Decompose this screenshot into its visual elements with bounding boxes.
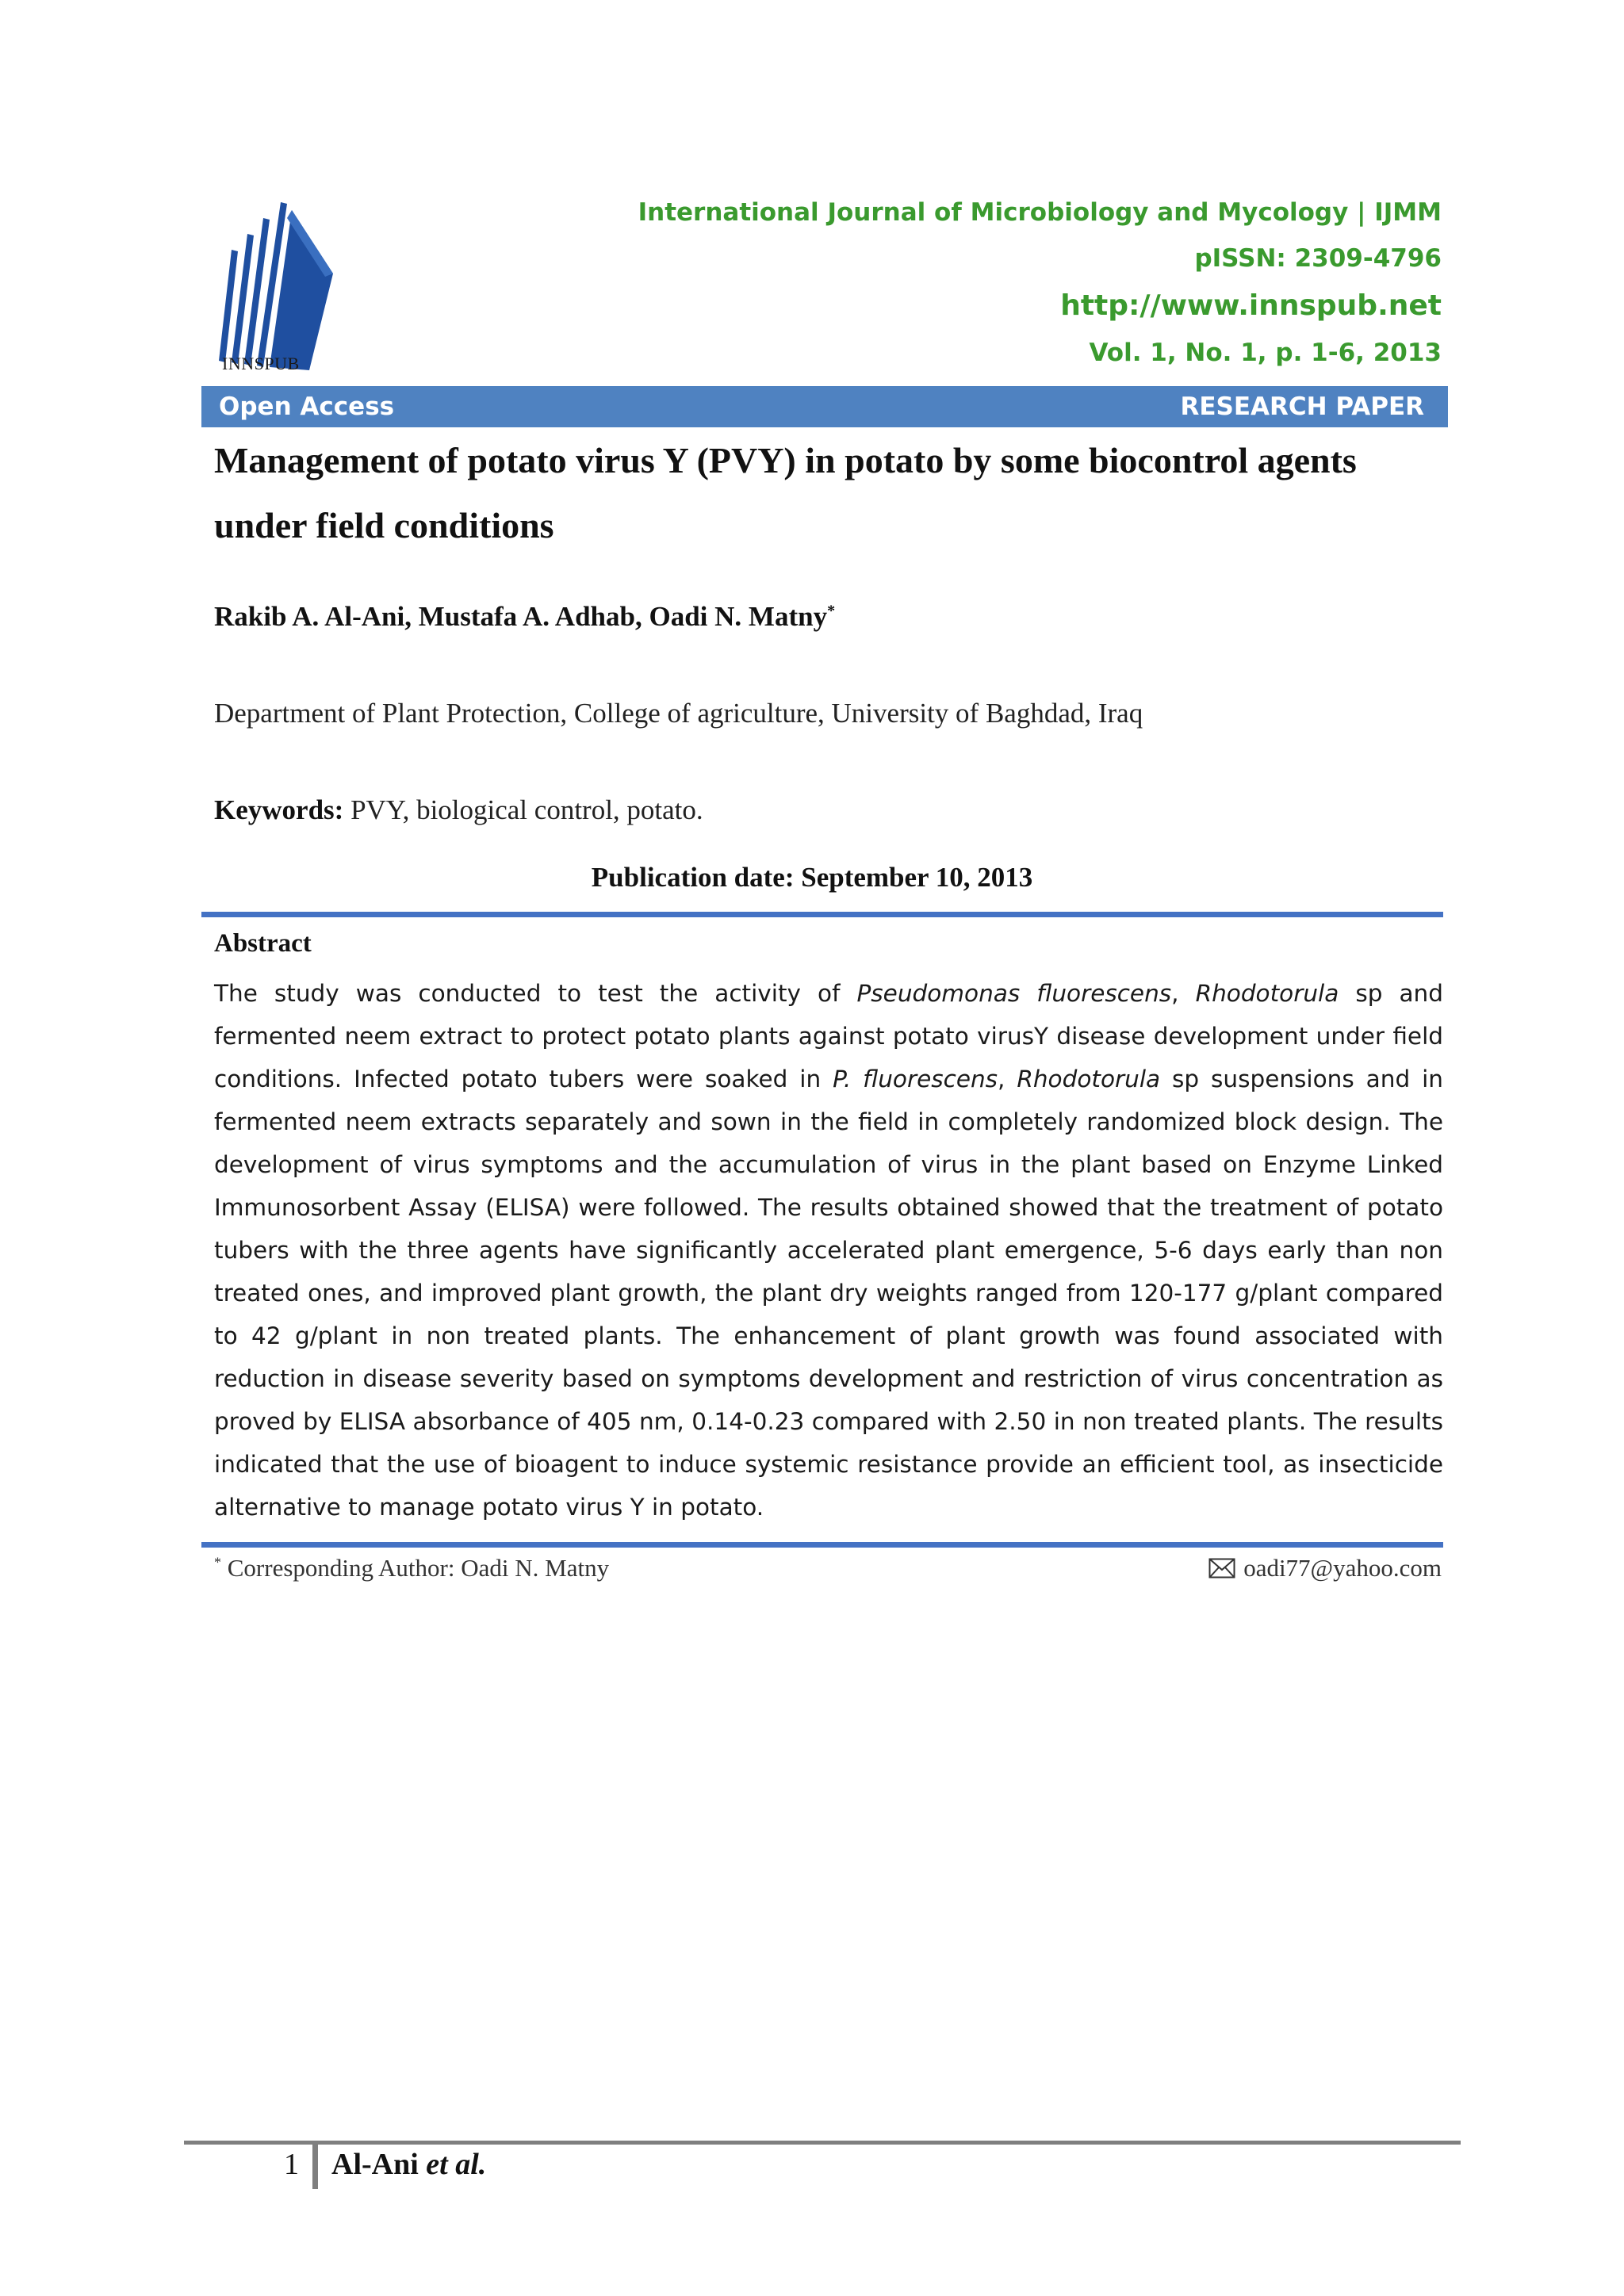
abstract-text: sp and fermented neem extract to protect potato plants against potato virusY disease development under field conditions. Infected potato tubers were soaked in [214, 980, 1443, 1093]
publisher-name: INNSPUB [222, 354, 300, 373]
corresponding-author [214, 1554, 609, 1582]
journal-url[interactable]: http://www.innspub.net [1060, 289, 1442, 322]
journal-name: International Journal of Microbiology and Mycology | IJMM [638, 198, 1442, 227]
author-list [214, 601, 835, 633]
divider-top [201, 912, 1443, 917]
species-name: Rhodotorula [1195, 980, 1339, 1007]
keywords [214, 794, 703, 826]
corresponding-mark: * [827, 602, 836, 620]
email-link[interactable]: oadi77@yahoo.com [1243, 1554, 1442, 1582]
running-head-name: Al-Ani [331, 2148, 427, 2181]
abstract-text: , [1171, 980, 1196, 1007]
envelope-icon [1208, 1558, 1235, 1578]
affiliation: Department of Plant Protection, College of agriculture, University of Baghdad, Iraq [214, 698, 1143, 729]
running-head [331, 2147, 486, 2182]
authors-text: Rakib A. Al-Ani, Mustafa A. Adhab, Oadi N. Matny [214, 601, 828, 632]
footer-rule [184, 2141, 1461, 2145]
abstract-heading: Abstract [214, 929, 312, 958]
footer-divider [312, 2145, 318, 2189]
corresponding-mark: * [214, 1554, 221, 1571]
page-number: 1 [284, 2148, 299, 2181]
innspub-logo [214, 194, 341, 377]
abstract-text: sp suspensions and in fermented neem extracts separately and sown in the field in completely randomized block design. The development of virus symptoms and the accumulation of virus in the plant based on Enzyme Linked Immunosorbent Assay (ELISA) were followed. The results obtained showed that the treatment of potato tubers with the three agents have significantly accelerated plant emergence, 5-6 days early than non treated ones, and improved plant growth, the plant dry weights ranged from 120-177 g/plant compared to 42 g/plant in non treated plants. The enhancement of plant growth was found associated with reduction in disease severity based on symptoms development and restriction of virus concentration as proved by ELISA absorbance of 405 nm, 0.14-0.23 compared with 2.50 in non treated plants. The results indicated that the use of bioagent to induce systemic resistance provide an efficient tool, as insecticide alternative to manage potato virus Y in potato. [214, 1066, 1443, 1521]
access-bar [201, 386, 1448, 427]
keywords-text: PVY, biological control, potato. [350, 794, 703, 825]
species-name: Pseudomonas fluorescens [856, 980, 1172, 1007]
paper-type-label: RESEARCH PAPER [1180, 392, 1424, 421]
volume-info: Vol. 1, No. 1, p. 1-6, 2013 [1089, 339, 1442, 367]
abstract-body [214, 972, 1443, 1529]
corresponding-author-text: Corresponding Author: Oadi N. Matny [227, 1554, 610, 1582]
abstract-text: The study was conducted to test the activity of [214, 980, 857, 1007]
issn: pISSN: 2309-4796 [1194, 244, 1442, 273]
publication-date: Publication date: September 10, 2013 [591, 862, 1033, 893]
species-name: P. fluorescens [833, 1066, 998, 1093]
abstract-text: , [998, 1066, 1017, 1093]
running-head-etal: et al. [426, 2148, 487, 2181]
email-contact [1208, 1554, 1442, 1582]
divider-bottom [201, 1542, 1443, 1548]
species-name: Rhodotorula [1017, 1066, 1161, 1093]
open-access-label: Open Access [219, 392, 395, 421]
keywords-label: Keywords: [214, 794, 344, 825]
article-title: Management of potato virus Y (PVY) in potato by some biocontrol agents under field conditions [214, 440, 1357, 545]
